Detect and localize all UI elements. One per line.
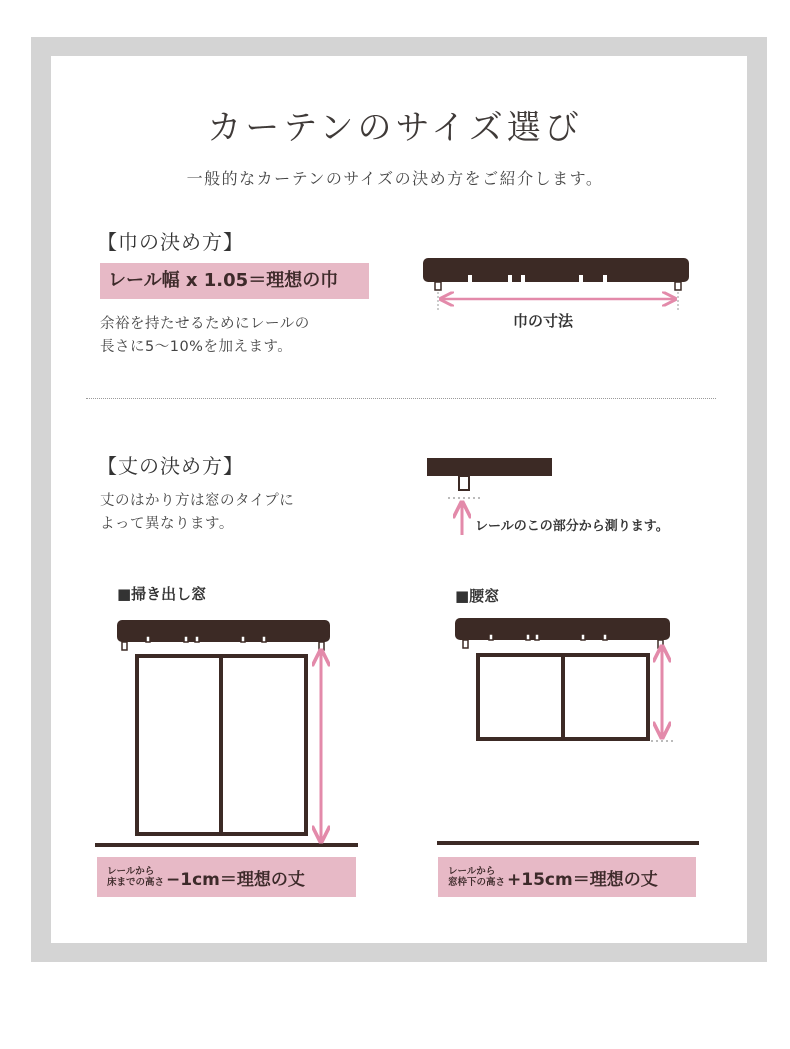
waist-formula-small1: レールから: [448, 866, 496, 877]
page-title: カーテンのサイズ選び: [207, 108, 583, 148]
width-desc-line1: 余裕を持たせるためにレールの: [100, 316, 310, 332]
width-rail: [423, 258, 689, 282]
waist-rail: [455, 618, 670, 640]
width-desc-line2: 長さに5〜10%を加えます。: [100, 339, 293, 355]
sweep-window-label: ■掃き出し窓: [117, 585, 207, 603]
width-dimension-label: 巾の寸法: [513, 312, 574, 330]
waist-window-diagram: [437, 618, 699, 843]
length-heading: 【丈の決め方】: [97, 454, 244, 478]
length-desc-line2: よって異なります。: [100, 516, 234, 532]
width-heading: 【巾の決め方】: [97, 230, 244, 254]
sweep-formula-main: −1cm＝理想の丈: [166, 869, 305, 890]
width-rail-diagram: [423, 258, 689, 312]
runner-end-left: [435, 282, 441, 290]
length-desc-line1: 丈のはかり方は窓のタイプに: [100, 493, 295, 509]
measure-point-diagram: [427, 458, 552, 535]
runner-end-right: [675, 282, 681, 290]
width-formula: レール幅 x 1.05＝理想の巾: [100, 263, 369, 299]
waist-formula-small2: 窓枠下の高さ: [448, 877, 506, 888]
sweep-window-diagram: [95, 620, 358, 845]
page-subtitle: 一般的なカーテンのサイズの決め方をご紹介します。: [186, 169, 604, 188]
sweep-formula-small1: レールから: [107, 866, 155, 877]
measure-point-note: レールのこの部分から測ります。: [475, 519, 669, 534]
sweep-formula-small2: 床までの高さ: [107, 877, 165, 888]
waist-window-label: ■腰窓: [455, 587, 500, 605]
waist-formula-main: +15cm＝理想の丈: [507, 869, 658, 890]
